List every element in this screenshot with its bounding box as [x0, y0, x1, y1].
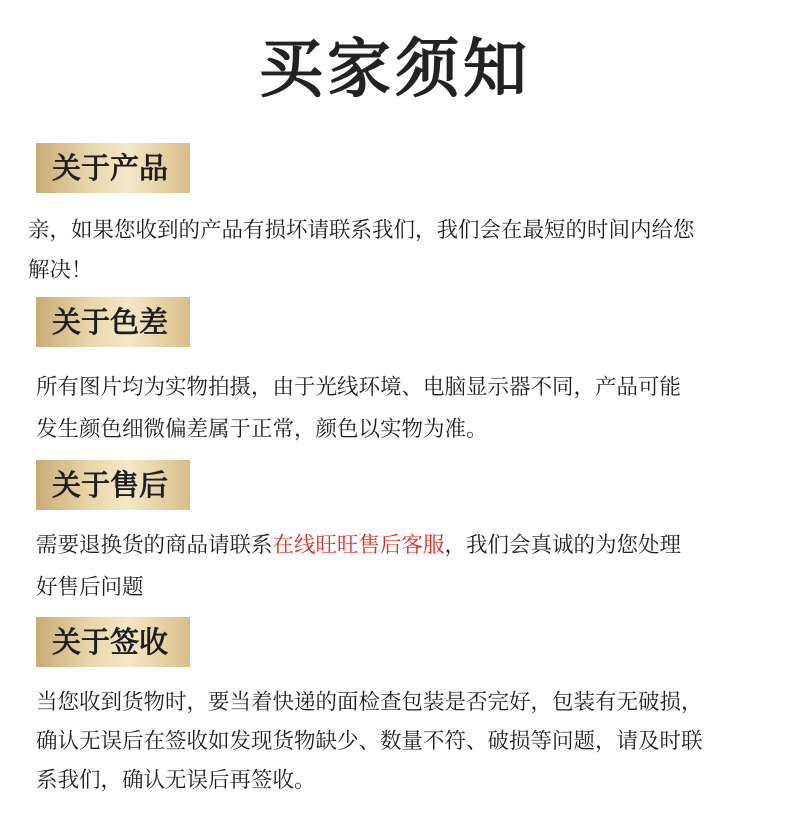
section-heading-color-difference: 关于色差	[36, 297, 190, 347]
text-before-link: 需要退换货的商品请联系	[36, 533, 273, 558]
section-heading-product: 关于产品	[36, 143, 190, 193]
section-text-product	[28, 211, 695, 291]
customer-service-link[interactable]: 在线旺旺售后客服	[272, 533, 445, 558]
text-line	[36, 525, 681, 567]
section-text-color-difference	[36, 367, 681, 451]
text-line: 解决！	[28, 258, 93, 283]
text-line: 亲，如果您收到的产品有损坏请联系我们，我们会在最短的时间内给您	[28, 218, 695, 243]
text-line: 好售后问题	[36, 575, 144, 600]
text-line: 系我们，确认无误后再签收。	[36, 768, 316, 793]
section-heading-after-sales: 关于售后	[36, 460, 190, 510]
section-text-after-sales	[36, 525, 681, 609]
text-line: 当您收到货物时，要当着快递的面检查包装是否完好，包装有无破损，	[36, 690, 703, 715]
section-heading-receipt: 关于签收	[36, 617, 190, 667]
text-after-link: ，我们会真诚的为您处理	[444, 533, 682, 558]
section-text-receipt	[36, 683, 703, 800]
text-line: 所有图片均为实物拍摄，由于光线环境、电脑显示器不同，产品可能	[36, 375, 682, 400]
page-title: 买家须知	[259, 33, 531, 107]
text-line: 发生颜色细微偏差属于正常，颜色以实物为准。	[36, 417, 488, 442]
text-line: 确认无误后在签收如发现货物缺少、数量不符、破损等问题，请及时联	[36, 729, 703, 754]
